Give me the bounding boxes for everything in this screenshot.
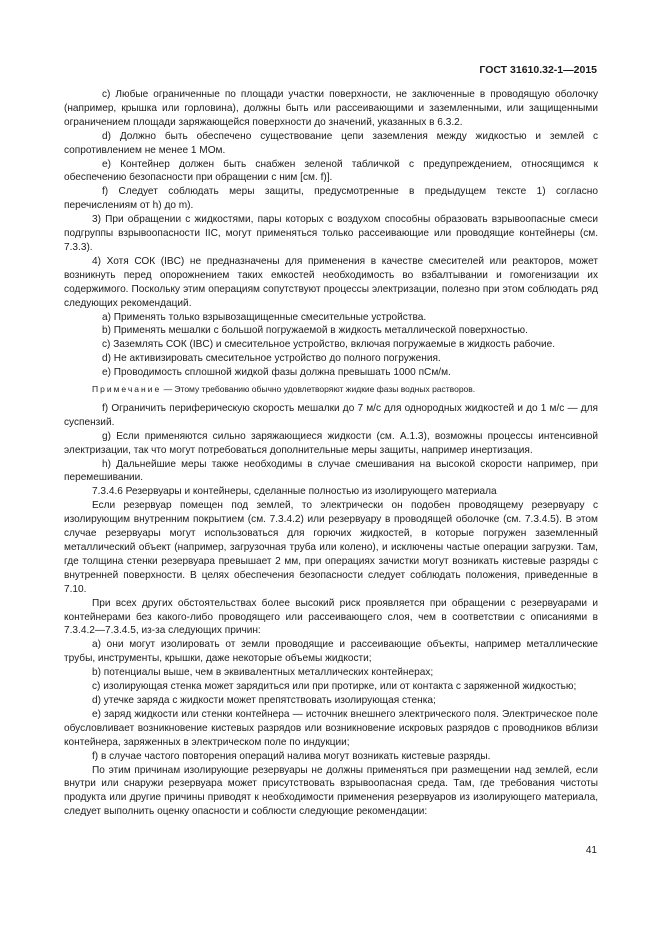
paragraph: b) потенциалы выше, чем в эквивалентных металлических контейнерах;	[92, 667, 434, 679]
page-number: 41	[585, 845, 597, 856]
paragraph: d) утечке заряда с жидкости может препятствовать изолирующая стенка;	[92, 694, 436, 706]
paragraph: f) Ограничить периферическую скорость мешалки до 7 м/с для однородных жидкостей и до 1 м/с — для суспензий.	[64, 402, 598, 428]
paragraph: 7.3.4.6 Резервуары и контейнеры, сделанные полностью из изолирующего материала	[92, 486, 497, 498]
paragraph: d) Не активизировать смесительное устройство до полного погружения.	[102, 353, 441, 365]
document-header: ГОСТ 31610.32-1—2015	[479, 64, 597, 76]
paragraph-group-1	[64, 88, 598, 380]
paragraph: g) Если применяются сильно заряжающиеся жидкости (см. А.1.3), возможны процессы интенсивной электризации, так что могут потребоваться дополнительные меры защиты, например инертизация.	[64, 430, 598, 456]
page-body	[64, 88, 598, 819]
note	[64, 383, 598, 397]
paragraph-group-2	[64, 402, 598, 819]
paragraph: e) Проводимость сплошной жидкой фазы должна превышать 1000 пСм/м.	[102, 367, 451, 379]
paragraph: e) Контейнер должен быть снабжен зеленой табличкой с предупреждением, относящимся к обеспечению безопасности при обращении с ним [см. f)].	[64, 158, 598, 184]
note-label: Примечание	[92, 384, 162, 395]
paragraph: 4) Хотя СОК (IBC) не предназначены для применения в качестве смесителей или реакторов, может возникнуть перед опорожнением таких емкостей необходимость во взбалтывании и гомогенизации их содержимого. Поскольку этим операциям сопутствуют процессы электризации, полезно при этом соблюдать ряд следующих рекомендаций.	[64, 255, 598, 309]
paragraph: c) Заземлять СОК (IBC) и смесительное устройство, включая погружаемые в жидкость рабочие.	[102, 339, 556, 351]
paragraph: f) Следует соблюдать меры защиты, предусмотренные в предыдущем тексте 1) согласно перечислениям от h) до m).	[64, 186, 598, 212]
paragraph: b) Применять мешалки с большой погружаемой в жидкость металлической поверхностью.	[102, 325, 528, 337]
paragraph: a) Применять только взрывозащищенные смесительные устройства.	[102, 311, 427, 323]
paragraph: 3) При обращении с жидкостями, пары которых с воздухом способны образовать взрывоопасные смеси подгруппы взрывоопасности IIC, могут применяться только рассеивающие или проводящие контейнеры (см. 7.3.3).	[64, 214, 598, 253]
paragraph: f) в случае частого повторения операций налива могут возникать кистевые разряды.	[92, 750, 491, 762]
paragraph: c) Любые ограниченные по площади участки поверхности, не заключенные в проводящую оболочку (например, крышка или горловина), должны быть или рассеивающими и заземленными, или защищенными ограничением площади заряжающейся поверхности до значений, указанных в 6.3.2.	[64, 89, 598, 128]
paragraph: c) изолирующая стенка может зарядиться или при протирке, или от контакта с заряженной жидкостью;	[92, 681, 577, 693]
paragraph: При всех других обстоятельствах более высокий риск проявляется при обращении с резервуарами и контейнерами без какого-либо проводящего или рассеивающего слоя, чем в соответствии с описаниями в 7.3.4.2—7.3.4.5, из-за следующих причин:	[64, 597, 598, 637]
paragraph: a) они могут изолировать от земли проводящие и рассеивающие объекты, например металлические трубы, инструменты, крышки, даже некоторые объемы жидкости;	[64, 639, 598, 665]
note-text: — Этому требованию обычно удовлетворяют жидкие фазы водных растворов.	[161, 384, 476, 395]
paragraph: e) заряд жидкости или стенки контейнера — источник внешнего электрического поля. Электрическое поле обусловливает возникновение кистевых разрядов или возникновение искровых разрядов с проводников вблизи контейнера, заряженных в электрическом поле по индукции;	[64, 708, 598, 748]
paragraph: Если резервуар помещен под землей, то электрически он подобен проводящему резервуару с изолирующим внутренним покрытием (см. 7.3.4.2) или резервуару в проводящей оболочке (см. 7.3.4.5). В этом случае резервуары могут использоваться для горючих жидкостей, в которые погружен заземленный металлический объект (например, загрузочная труба или колено), и исключены частые операции загрузки. Там, где толщина стенки резервуара превышает 2 мм, при операциях зачистки могут возникать кистевые разряды с внутренней поверхности. В целях обеспечения безопасности следует соблюдать положения, приведенные в 7.10.	[64, 500, 598, 595]
paragraph: h) Дальнейшие меры также необходимы в случае смешивания на высокой скорости например, при перемешивании.	[64, 458, 598, 484]
paragraph: d) Должно быть обеспечено существование цепи заземления между жидкостью и землей с сопротивлением не менее 1 МОм.	[64, 130, 598, 156]
paragraph: По этим причинам изолирующие резервуары не должны применяться при размещении над землей, если внутри или снаружи резервуара может присутствовать взрывоопасная среда. Там, где требования чистоты продукта или другие причины приводят к необходимости применения резервуаров из изолирующего материала, следует выполнить оценку опасности и соблюсти следующие рекомендации:	[64, 764, 598, 818]
